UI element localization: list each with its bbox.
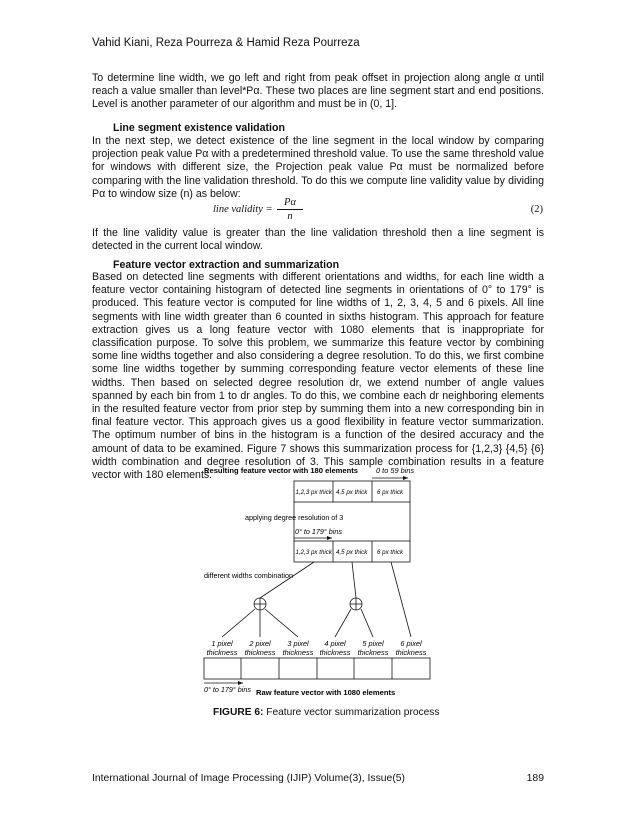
section-heading-validation: Line segment existence validation [113, 122, 285, 134]
mid-cell-3: 6 px thick [377, 549, 404, 556]
top-cell-2: 4,5 px thick [336, 489, 368, 496]
raw-label-1-line1: 1 pixel [211, 639, 233, 648]
equation-lhs: line validity = [213, 204, 273, 215]
raw-label-5-line1: 5 pixel [362, 639, 384, 648]
raw-label-3-line1: 3 pixel [287, 639, 309, 648]
paragraph-line-width: To determine line width, we go left and right from peak offset in projection along angle α until reach a value smaller than level*Pα. These two places are line segment start and end positions. Level is another parameter of our algorithm and must be in (0, 1]. [92, 72, 544, 111]
top-cell-1: 1,2,3 px thick [295, 489, 332, 496]
top-cell-3: 6 px thick [377, 489, 404, 496]
paragraph-feature-vector: Based on detected line segments with different orientations and widths, for each line width a feature vector containing histogram of detected line segments in orientations of 0° to 179° is produced. This feature vector is computed for line widths of 1, 2, 3, 4, 5 and 6 pixels. All line segments with line width greater than 6 counted in sixths histogram. This approach for feature extraction gives us a long feature vector with 1080 elements that is inappropriate for classification purpose. To solve this problem, we summarize this feature vector by combining some line widths together and also considering a degree resolution. To do this, we first combine some line widths together by summing corresponding feature vector elements of these line widths. Then based on selected degree resolution dr, we extend number of angle values spanned by each bin from 1 to dr angles. To do this, we combine each dr neighboring elements in the resulted feature vector from prior step by summing them into a new corresponding bin in final feature vector. This approach gives us a good flexibility in feature vector summarization. The optimum number of bins in the histogram is a function of the desired accuracy and the amount of data to be examined. Figure 7 shows this summarization process for {1,2,3} {4,5} {6} width combination and degree resolution of 3. This sample combination results in a feature vector with 180 elements. [92, 271, 544, 482]
raw-label-1-line2: thickness [206, 648, 238, 657]
raw-label-4-line2: thickness [319, 648, 351, 657]
mid-cell-2: 4,5 px thick [336, 549, 368, 556]
mid-bins-label: 0° to 179° bins [295, 527, 342, 536]
widths-combination-label: different widths combination [204, 571, 293, 580]
equation-denominator: n [287, 211, 293, 222]
running-header: Vahid Kiani, Reza Pourreza & Hamid Reza Pourreza [92, 37, 360, 49]
degree-resolution-label: applying degree resolution of 3 [245, 513, 344, 522]
raw-label-3-line2: thickness [282, 648, 314, 657]
raw-bins-label: 0° to 179° bins [204, 685, 251, 694]
page-footer [92, 773, 544, 784]
section-heading-feature-vector: Feature vector extraction and summarization [113, 259, 340, 271]
top-vector-title: Resulting feature vector with 180 elements [204, 466, 359, 475]
paragraph-validation-result: If the line validity value is greater than the line validation threshold then a line segment is detected in the current local window. [92, 227, 544, 253]
mid-cell-1: 1,2,3 px thick [295, 549, 332, 556]
raw-vector-title: Raw feature vector with 1080 elements [256, 688, 396, 697]
raw-label-6-line2: thickness [395, 648, 427, 657]
equation-number: (2) [530, 204, 543, 215]
raw-label-2-line1: 2 pixel [249, 639, 271, 648]
footer-page-number: 189 [526, 773, 544, 784]
paragraph-validation: In the next step, we detect existence of the line segment in the local window by comparing projection peak value Pα with a predetermined threshold value. To use the same threshold value for windows with different size, the Projection peak value Pα must be normalized before comparing with the line validation threshold. To do this we compute line validity value by dividing Pα to window size (n) as below: [92, 135, 544, 200]
footer-journal: International Journal of Image Processing (IJIP) Volume(3), Issue(5) [92, 773, 406, 784]
equation-numerator: Pα [277, 197, 303, 210]
raw-label-4-line1: 4 pixel [324, 639, 346, 648]
figure-caption-text: Feature vector summarization process [263, 707, 440, 718]
top-bins-label: 0 to 59 bins [376, 466, 415, 475]
raw-label-6-line1: 6 pixel [400, 639, 422, 648]
raw-label-5-line2: thickness [357, 648, 389, 657]
figure-caption [213, 707, 439, 718]
figure-caption-label: FIGURE 6: [213, 707, 264, 718]
raw-label-2-line2: thickness [244, 648, 276, 657]
